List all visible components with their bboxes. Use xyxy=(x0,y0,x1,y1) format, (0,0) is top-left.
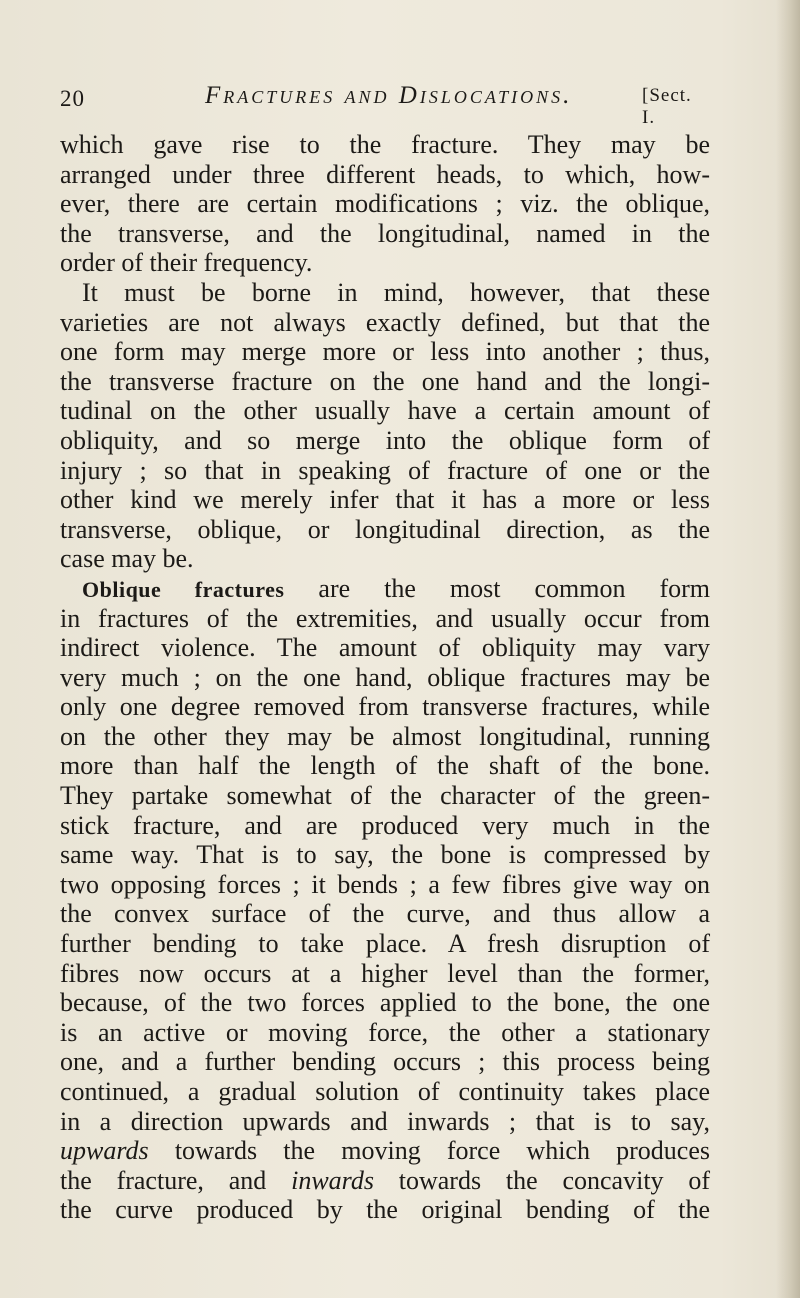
text-line: on the other they may be almost longitudinal, running xyxy=(60,721,710,751)
text-line: stick fracture, and are produced very much in the xyxy=(60,810,710,840)
text-line: one form may merge more or less into another ; thus, xyxy=(60,337,710,367)
running-title: Fractures and Dislocations. xyxy=(205,82,573,109)
text-line: because, of the two forces applied to the bone, the one xyxy=(60,988,710,1018)
upwards-line xyxy=(60,1136,710,1166)
text-line: two opposing forces ; it bends ; a few fibres give way on xyxy=(60,869,710,899)
text-line: They partake somewhat of the character of the green- xyxy=(60,781,710,811)
paragraph-start-line: It must be borne in mind, however, that these xyxy=(82,277,710,307)
text-line: which gave rise to the fracture. They may be xyxy=(60,130,710,159)
text-line: varieties are not always exactly defined, but that the xyxy=(60,307,710,337)
text-line: other kind we merely infer that it has a more or less xyxy=(60,485,710,515)
text-line: the convex surface of the curve, and thus allow a xyxy=(60,899,710,929)
text-line: obliquity, and so merge into the oblique form of xyxy=(60,425,710,455)
section-reference: [Sect. I. xyxy=(642,85,692,128)
page-edge-shadow xyxy=(776,0,800,1298)
oblique-fractures-heading: Oblique fractures xyxy=(82,576,285,602)
text-line: continued, a gradual solution of continuity takes place xyxy=(60,1077,710,1106)
text-line: more than half the length of the shaft of the bone. xyxy=(60,751,710,781)
page-number: 20 xyxy=(60,86,85,111)
text-line: case may be. xyxy=(60,544,194,574)
text-line: order of their frequency. xyxy=(60,248,313,278)
text-line: only one degree removed from transverse fractures, while xyxy=(60,692,710,722)
text-line: very much ; on the one hand, oblique fractures may be xyxy=(60,662,710,692)
inwards-line xyxy=(60,1166,710,1196)
text-line: indirect violence. The amount of obliquity may vary xyxy=(60,633,710,663)
text-line: further bending to take place. A fresh disruption of xyxy=(60,929,710,959)
text-line: the transverse, and the longitudinal, named in the xyxy=(60,218,710,248)
text-line-remainder: are the most common form xyxy=(318,573,710,603)
body-text xyxy=(60,130,710,1225)
text-line-part: towards the concavity of xyxy=(398,1165,711,1195)
text-line: in a direction upwards and inwards ; that is to say, xyxy=(60,1106,710,1136)
text-line: in fractures of the extremities, and usually occur from xyxy=(60,603,710,633)
page-header xyxy=(60,82,710,128)
text-line: the curve produced by the original bending of the xyxy=(60,1195,710,1225)
text-line-part: the fracture, and xyxy=(60,1165,267,1195)
text-line: fibres now occurs at a higher level than the former, xyxy=(60,958,710,988)
text-line-remainder: towards the moving force which produces xyxy=(174,1136,711,1166)
text-line: tudinal on the other usually have a certain amount of xyxy=(60,396,710,426)
text-line: ever, there are certain modifications ; viz. the oblique, xyxy=(60,189,710,219)
text-line: the transverse fracture on the one hand and the longi- xyxy=(60,366,710,396)
text-line: arranged under three different heads, to which, how- xyxy=(60,159,710,189)
inwards-emphasis: inwards xyxy=(291,1165,374,1195)
text-line: transverse, oblique, or longitudinal direction, as the xyxy=(60,514,710,544)
text-line: same way. That is to say, the bone is compressed by xyxy=(60,840,710,870)
text-line: is an active or moving force, the other a stationary xyxy=(60,1017,710,1047)
text-line: one, and a further bending occurs ; this process being xyxy=(60,1047,710,1077)
oblique-fractures-paragraph-start xyxy=(60,574,710,604)
upwards-emphasis: upwards xyxy=(60,1136,149,1166)
text-line: injury ; so that in speaking of fracture of one or the xyxy=(60,455,710,485)
